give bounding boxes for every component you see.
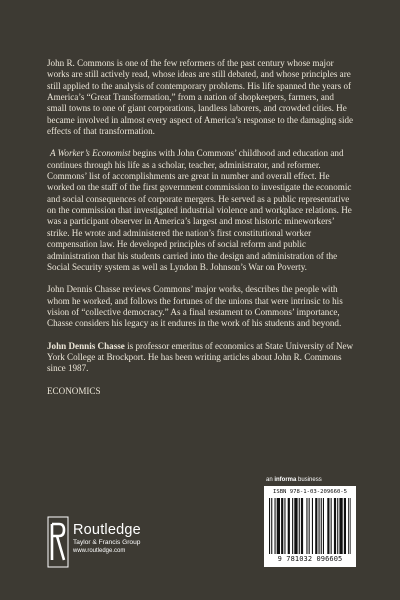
barcode-icon <box>269 498 351 554</box>
subject-category: ECONOMICS <box>47 385 101 396</box>
description-paragraph-1: John R. Commons is one of the few reformers of the past century whose major works are still actively read, whose ideas are still debated, and whose principles are still applied to the analysis of contemporary problems. His life spanned the years of America’s “Great Transformation,” from a nation of shopkeepers, farmers, and small towns to one of giant corporations, landless laborers, and crowded cities. He became involved in almost every aspect of America’s response to the damaging side effects of that transformation. <box>47 58 354 137</box>
blurb <box>47 58 355 408</box>
description-paragraph-2-text: begins with John Commons’ childhood and education and continues through his life as a scholar, teacher, administrator, and reformer. Commons’ list of accomplishments are great in number and overall effect. He worked on the staff of the first government commission to investigate the economic and social consequences of corporate mergers. He served as a public representative on the commission that investigated industrial violence and workplace relations. He was a participant observer in America’s largest and most historic mineworkers’ strike. He wrote and administered the nation’s first constitutional worker compensation law. He developed principles of social reform and public administration that his students carried into the design and administration of the Social Security system as well as Lyndon B. Johnson’s War on Poverty. <box>47 148 352 272</box>
publisher-block <box>47 516 141 568</box>
barcode-panel <box>264 486 356 567</box>
publisher-name: Routledge <box>73 522 141 538</box>
publisher-group: Taylor & Francis Group <box>73 539 141 546</box>
informa-suffix: business <box>296 477 322 483</box>
informa-prefix: an <box>266 477 275 483</box>
description-paragraph-2 <box>47 148 355 273</box>
author-bio <box>47 341 355 375</box>
ean-digits: 9 781032 096605 <box>277 555 343 563</box>
routledge-logo-icon <box>47 516 69 568</box>
publisher-text <box>73 516 141 555</box>
author-bio-text: is professor emeritus of economics at State University of New York College at Brockport. He has been writing articles about John R. Commons since 1987. <box>47 340 354 374</box>
informa-brand: informa <box>274 477 297 483</box>
informa-line <box>266 476 322 484</box>
description-paragraph-3: John Dennis Chasse reviews Commons’ major works, describes the people with whom he worked, and follows the fortunes of the unions that were intrinsic to his vision of “collective democracy.” As a final testament to Commons’ importance, Chasse considers his legacy as it endures in the work of his students and beyond. <box>47 284 343 329</box>
book-title: A Worker’s Economist <box>50 148 131 159</box>
author-name: John Dennis Chasse <box>47 340 125 351</box>
isbn-label: ISBN 978-1-03-209660-5 <box>272 489 348 495</box>
publisher-url[interactable]: www.routledge.com <box>73 548 126 554</box>
